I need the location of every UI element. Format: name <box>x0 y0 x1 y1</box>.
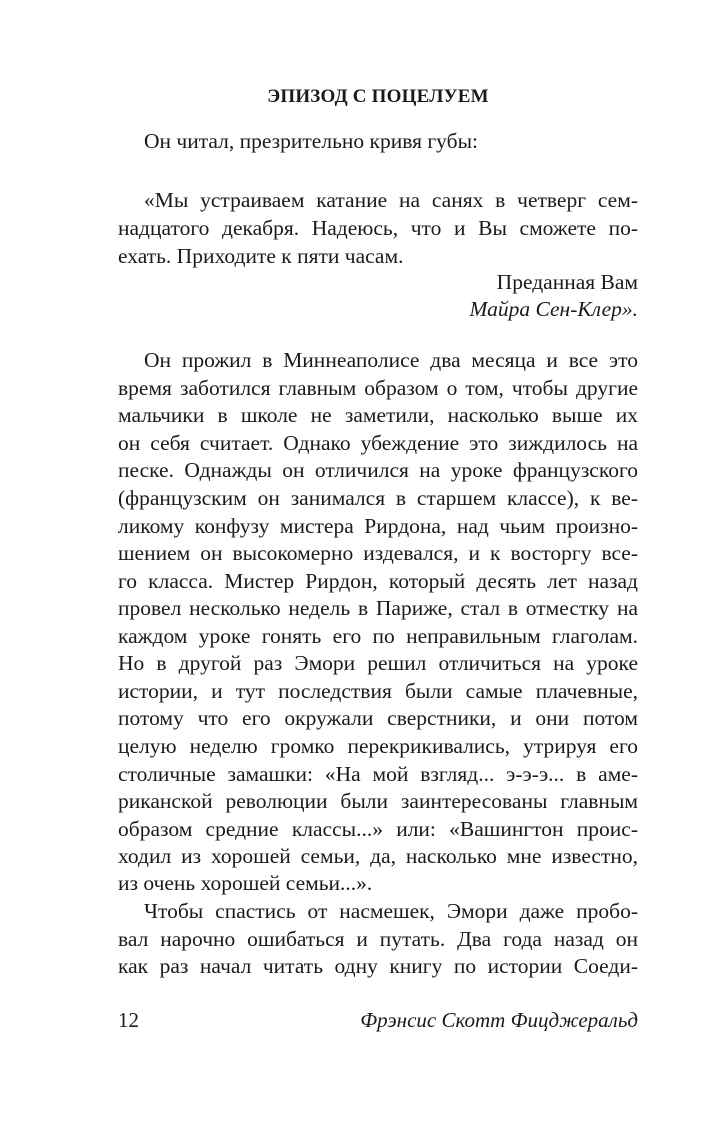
text-line: каждом уроке гонять его по неправильным глаголам. <box>118 624 638 648</box>
text-line: истории, и тут последствия были самые плачевные, <box>118 679 638 703</box>
text-line: надцатого декабря. Надеюсь, что и Вы сможете по- <box>118 216 638 240</box>
text-line: Он читал, презрительно кривя губы: <box>144 129 478 153</box>
page-number: 12 <box>118 1008 139 1032</box>
text-line: столичные замашки: «На мой взгляд... э-э-э... в аме- <box>118 762 638 786</box>
text-line: ходил из хорошей семьи, да, насколько мне известно, <box>118 844 638 868</box>
text-line: Но в другой раз Эмори решил отличиться на уроке <box>118 651 638 675</box>
running-footer-author: Фрэнсис Скотт Фицджеральд <box>360 1008 638 1032</box>
text-line: Чтобы спастись от насмешек, Эмори даже пробо- <box>144 899 638 923</box>
text-line: потому что его окружали сверстники, и они потом <box>118 706 638 730</box>
text-line: провел несколько недель в Париже, стал в отместку на <box>118 596 638 620</box>
book-page <box>118 0 638 1122</box>
text-line: го класса. Мистер Рирдон, который десять лет назад <box>118 569 638 593</box>
text-line: образом средние классы...» или: «Вашингтон проис- <box>118 817 638 841</box>
text-line: (французским он занимался в старшем классе), к ве- <box>118 486 638 510</box>
text-line: мальчики в школе не заметили, насколько выше их <box>118 403 638 427</box>
chapter-title: ЭПИЗОД С ПОЦЕЛУЕМ <box>267 86 489 107</box>
text-line: он себя считает. Однако убеждение это зиждилось на <box>118 431 638 455</box>
text-line: риканской революции были заинтересованы главным <box>118 789 638 813</box>
text-line: шением он высокомерно издевался, и к восторгу все- <box>118 541 638 565</box>
text-line: ликому конфузу мистера Рирдона, над чьим произно- <box>118 514 638 538</box>
text-line: целую неделю громко перекрикивались, утрируя его <box>118 734 638 758</box>
text-line: «Мы устраиваем катание на санях в четверг сем- <box>144 188 638 212</box>
text-line: из очень хорошей семьи...». <box>118 871 373 895</box>
letter-closing: Преданная Вам <box>496 270 638 294</box>
text-line: как раз начал читать одну книгу по истории Соеди- <box>118 954 638 978</box>
text-line: Он прожил в Миннеаполисе два месяца и все это <box>144 348 638 372</box>
letter-signature: Майра Сен-Клер». <box>469 297 638 321</box>
text-line: ехать. Приходите к пяти часам. <box>118 244 404 268</box>
text-line: вал нарочно ошибаться и путать. Два года назад он <box>118 927 638 951</box>
text-line: песке. Однажды он отличился на уроке французского <box>118 458 638 482</box>
text-line: время заботился главным образом о том, чтобы другие <box>118 376 638 400</box>
